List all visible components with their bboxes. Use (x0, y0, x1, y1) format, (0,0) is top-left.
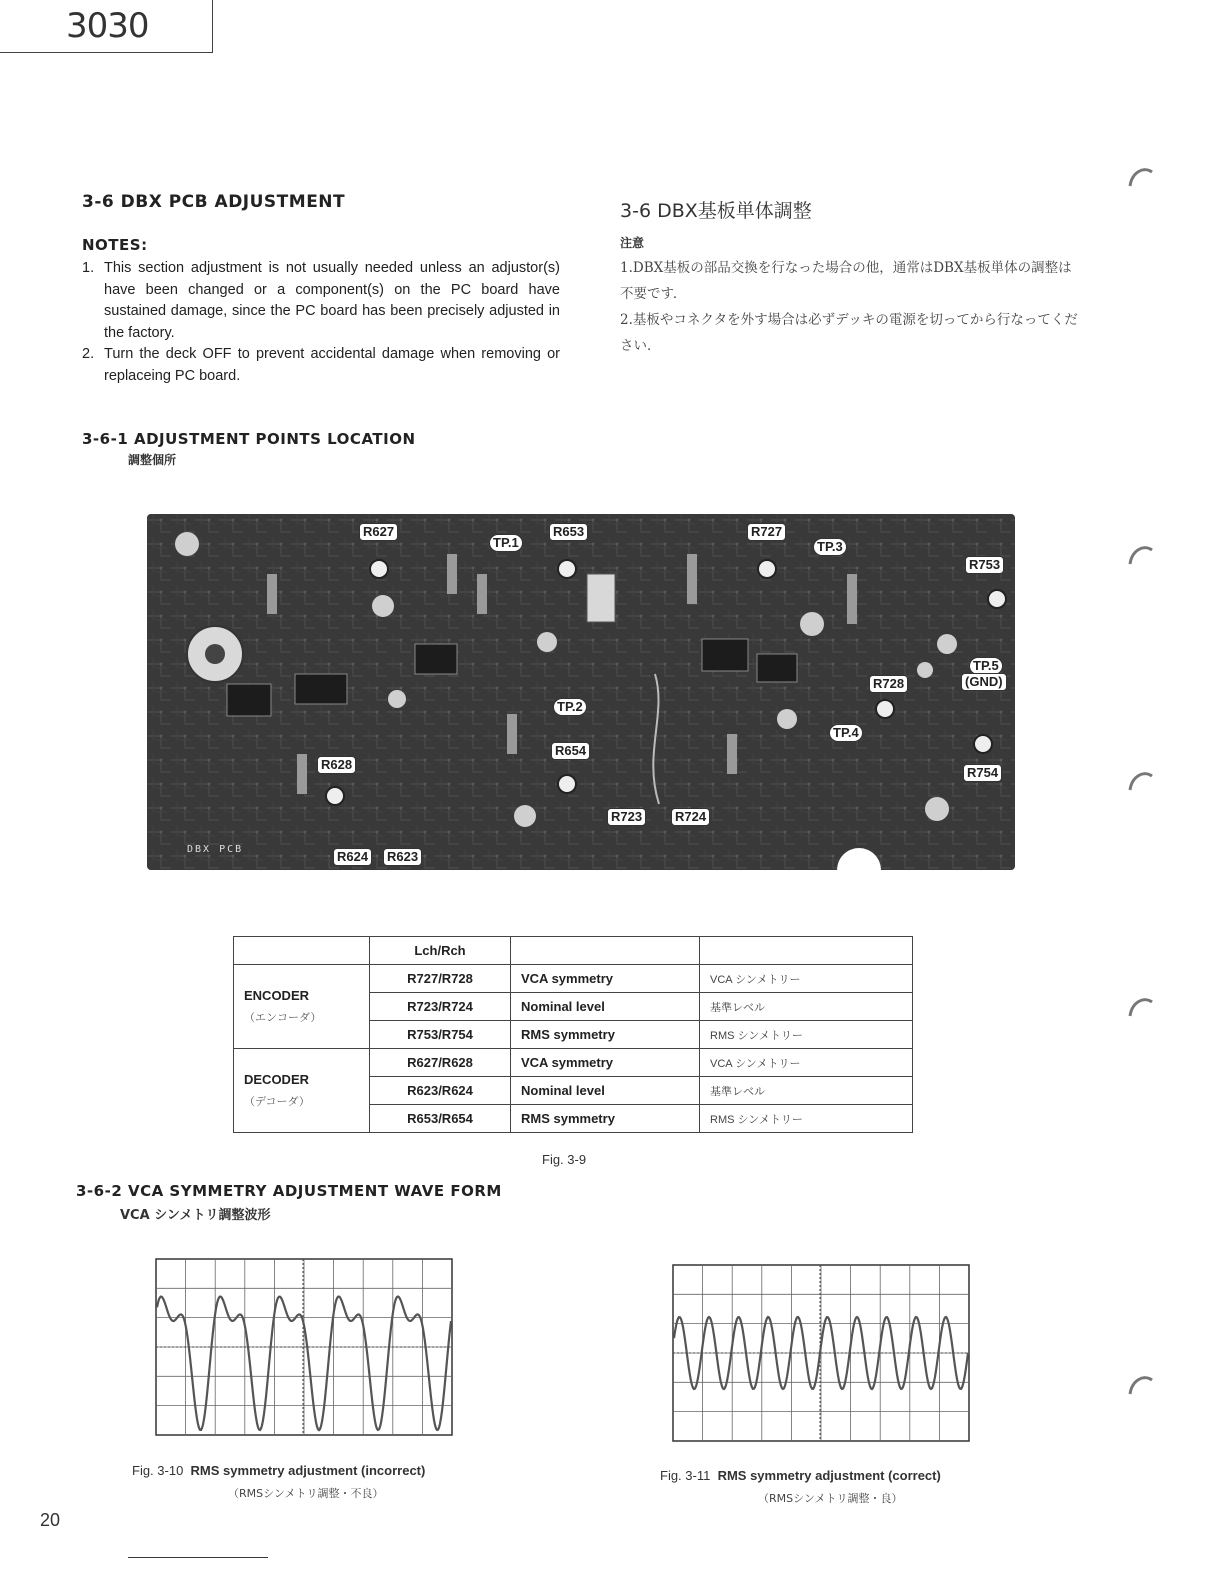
note-item: 2. Turn the deck OFF to prevent accidental damage when removing or replaceing PC board. (82, 346, 560, 384)
callout-r623: R623 (383, 848, 422, 866)
group-decoder: DECODER （デコーダ） (234, 1049, 370, 1133)
table-row: R723/R724 Nominal level 基準レベル (234, 993, 913, 1021)
callout-tp2: TP.2 (553, 698, 587, 716)
page-number: 20 (40, 1510, 61, 1530)
fig-3-9-caption: Fig. 3-9 (542, 1152, 587, 1167)
table-header-row: Lch/Rch (234, 937, 913, 965)
callout-gnd: (GND) (961, 673, 1007, 691)
subsection-2-title-jp: VCA シンメトリ調整波形 (120, 1208, 271, 1223)
pcb-board-label: DBX PCB (187, 844, 244, 855)
notes-label-jp: 注意 (620, 236, 645, 250)
scope-incorrect (155, 1258, 453, 1436)
fig-3-11-caption: Fig. 3-11 RMS symmetry adjustment (correct) (660, 1468, 941, 1483)
group-encoder: ENCODER （エンコーダ） (234, 965, 370, 1049)
callout-r628: R628 (317, 756, 356, 774)
section-title-jp: 3-6 DBX基板単体調整 (620, 200, 812, 222)
callout-r753: R753 (965, 556, 1004, 574)
scope-correct (672, 1264, 970, 1442)
table-row: R653/R654 RMS symmetry RMS シンメトリー (234, 1105, 913, 1133)
callout-tp4: TP.4 (829, 724, 863, 742)
table-row: DECODER （デコーダ） R627/R628 VCA symmetry VCA シンメトリー (234, 1049, 913, 1077)
table-row: ENCODER （エンコーダ） R727/R728 VCA symmetry VCA シンメトリー (234, 965, 913, 993)
table-row: R623/R624 Nominal level 基準レベル (234, 1077, 913, 1105)
callout-r624: R624 (333, 848, 372, 866)
callout-r724: R724 (671, 808, 710, 826)
note-item: 1. This section adjustment is not usually needed unless an adjustor(s) have been changed or a component(s) on the PC board have sustained damage, since the PC board has been precisely adjusted in the factory. (82, 260, 560, 341)
callout-r723: R723 (607, 808, 646, 826)
note-item-jp: 2.基板やコネクタを外す場合は必ずデッキの電源を切ってから行なってください． (620, 312, 1078, 354)
callout-r654: R654 (551, 742, 590, 760)
notes-list-en (82, 258, 560, 387)
notes-label-en: NOTES: (82, 236, 148, 254)
callout-tp5: TP.5 (969, 657, 1003, 675)
adjustment-table (233, 936, 913, 1133)
callout-tp1: TP.1 (489, 534, 523, 552)
callout-r727: R727 (747, 523, 786, 541)
table-row: R753/R754 RMS symmetry RMS シンメトリー (234, 1021, 913, 1049)
subsection-1-title-jp: 調整個所 (128, 453, 177, 467)
binder-hole-mark-icon (1128, 996, 1154, 1018)
fig-3-10-caption: Fig. 3-10 RMS symmetry adjustment (incorrect) (132, 1463, 426, 1478)
binder-hole-mark-icon (1128, 166, 1154, 188)
subsection-2-title: 3-6-2 VCA SYMMETRY ADJUSTMENT WAVE FORM (76, 1182, 502, 1200)
section-title-en: 3-6 DBX PCB ADJUSTMENT (82, 192, 346, 212)
callout-r754: R754 (963, 764, 1002, 782)
model-number: 3030 (66, 6, 149, 46)
binder-hole-mark-icon (1128, 1374, 1154, 1396)
binder-hole-mark-icon (1128, 544, 1154, 566)
bottom-rule (128, 1557, 268, 1558)
binder-hole-mark-icon (1128, 770, 1154, 792)
callout-tp3: TP.3 (813, 538, 847, 556)
pcb-photo (147, 514, 1015, 870)
callout-r653: R653 (549, 523, 588, 541)
subsection-1-title: 3-6-1 ADJUSTMENT POINTS LOCATION (82, 430, 416, 448)
fig-3-10-caption-jp: （RMSシンメトリ調整・不良） (228, 1487, 384, 1500)
fig-3-11-caption-jp: （RMSシンメトリ調整・良） (758, 1492, 903, 1505)
note-item-jp: 1.DBX基板の部品交換を行なった場合の他，通常はDBX基板単体の調整は不要です． (620, 260, 1072, 302)
callout-r627: R627 (359, 523, 398, 541)
callout-r728: R728 (869, 675, 908, 693)
notes-list-jp (620, 255, 1080, 359)
